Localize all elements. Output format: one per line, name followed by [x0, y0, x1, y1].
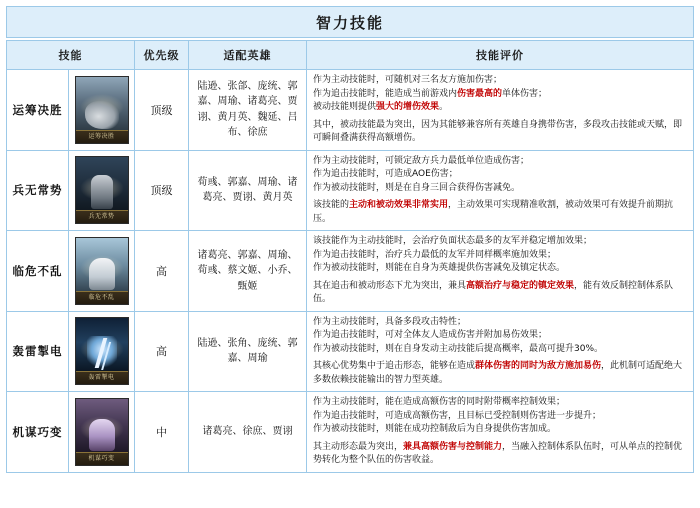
column-header-skill: 技能 [7, 41, 135, 70]
evaluation-line: 作为主动技能时，具备多段攻击特性； [313, 316, 467, 327]
card-label: 临危不乱 [76, 291, 128, 304]
highlight-text: 群体伤害的同时为敌方施加易伤 [475, 361, 602, 371]
skill-evaluation [307, 70, 694, 151]
skill-name: 兵无常势 [7, 150, 69, 231]
skill-card[interactable] [69, 392, 135, 473]
highlight-text: 伤害最高的 [457, 88, 503, 99]
card-figure [89, 419, 115, 451]
evaluation-line: 作为追击技能时，治疗兵力最低的友军并同样概率施加效果； [313, 249, 557, 260]
highlight-text: 主动和被动效果非常实用 [349, 200, 449, 210]
highlight-text: 兼具高额伤害与控制能力 [403, 441, 503, 452]
table-row [7, 311, 694, 392]
skill-evaluation [307, 392, 694, 473]
page-title [6, 6, 694, 38]
skill-card[interactable] [69, 70, 135, 151]
highlight-text: 高额治疗与稳定的镇定效果 [466, 280, 575, 291]
hero-list: 荀彧、郭嘉、周瑜、诸葛亮、贾诩、黄月英 [189, 150, 307, 231]
priority-badge: 中 [135, 392, 189, 473]
lightning-art-icon [75, 317, 129, 385]
evaluation-line: 作为被动技能时，则是在自身三回合获得伤害减免。 [313, 182, 521, 193]
evaluation-line: 作为被动技能时，则能在自身为英雄提供伤害减免及镇定状态。 [313, 263, 566, 273]
card-label: 兵无常势 [76, 210, 128, 223]
priority-badge: 顶级 [135, 150, 189, 231]
card-label: 机谋巧变 [76, 452, 128, 465]
hero-list: 诸葛亮、郭嘉、周瑜、荀彧、蔡文姬、小乔、甄姬 [189, 231, 307, 312]
card-figure [91, 175, 113, 209]
hero-list: 诸葛亮、徐庶、贾诩 [189, 392, 307, 473]
healer-art-icon [75, 237, 129, 305]
table-row [7, 392, 694, 473]
priority-badge: 高 [135, 311, 189, 392]
page-title-text: 智力技能 [315, 13, 384, 32]
evaluation-line: 作为被动技能时，则能在成功控制敌后为自身提供伤害加成。 [313, 424, 557, 434]
evaluation-line: 其在追击和被动形态下尤为突出，兼具高额治疗与稳定的镇定效果，能有效反制控制体系队伍。 [313, 280, 674, 304]
skill-name: 轰雷掣电 [7, 311, 69, 392]
skill-evaluation [307, 150, 694, 231]
evaluation-line: 作为追击技能时，可造成高额伤害，且目标已受控制则伤害进一步提升； [313, 410, 602, 421]
table-header-row [7, 41, 694, 70]
strategy-art-icon [75, 398, 129, 466]
card-figure [89, 258, 115, 290]
evaluation-line: 作为主动技能时，能在造成高额伤害的同时附带概率控制效果； [313, 397, 566, 407]
column-header-heroes: 适配英雄 [189, 41, 307, 70]
card-figure [85, 101, 119, 129]
table-body [7, 70, 694, 473]
hero-list: 陆逊、张郃、庞统、郭嘉、周瑜、诸葛亮、贾诩、黄月英、魏延、吕布、徐庶 [189, 70, 307, 151]
table-row [7, 150, 694, 231]
evaluation-line: 其中，被动技能最为突出，因为其能够兼容所有英雄自身携带伤害，多段攻击技能或天赋，即可瞬间叠满获得高额增伤。 [313, 119, 683, 143]
priority-badge: 顶级 [135, 70, 189, 151]
evaluation-line: 被动技能则提供强大的增伤效果。 [313, 102, 449, 112]
column-header-priority: 优先级 [135, 41, 189, 70]
evaluation-line: 该技能作为主动技能时，会治疗负面状态最多的友军并稳定增加效果； [313, 236, 593, 246]
table-row [7, 70, 694, 151]
infantry-art-icon [75, 156, 129, 224]
skill-card[interactable] [69, 311, 135, 392]
skills-table [6, 40, 694, 473]
card-label: 运筹决胜 [76, 130, 128, 143]
card-figure [87, 336, 117, 370]
table-row [7, 231, 694, 312]
evaluation-line: 其核心优势集中于追击形态，能够在造成群体伤害的同时为敌方施加易伤，此机制可适配绝大多数依赖技能输出的智力型英雄。 [313, 361, 683, 385]
skill-card[interactable] [69, 231, 135, 312]
skill-name: 临危不乱 [7, 231, 69, 312]
card-label: 轰雷掣电 [76, 371, 128, 384]
evaluation-line: 作为追击技能时，能造成当前游戏内伤害最高的单体伤害； [313, 88, 548, 99]
priority-badge: 高 [135, 231, 189, 312]
evaluation-line: 作为追击技能时，可造成AOE伤害； [313, 169, 458, 179]
evaluation-line: 该技能的主动和被动效果非常实用，主动效果可实现精准收割，被动效果可有效提升前期抗压。 [313, 200, 674, 224]
evaluation-line: 作为被动技能时，则在自身发动主动技能后提高概率，最高可提升30%。 [313, 343, 604, 354]
skill-name: 机谋巧变 [7, 392, 69, 473]
evaluation-line: 作为主动技能时，可锁定敌方兵力最低单位造成伤害； [313, 155, 530, 166]
cavalry-art-icon [75, 76, 129, 144]
hero-list: 陆逊、张角、庞统、郭嘉、周瑜 [189, 311, 307, 392]
column-header-evaluation: 技能评价 [307, 41, 694, 70]
evaluation-line: 其主动形态最为突出，兼具高额伤害与控制能力，当融入控制体系队伍时，可从单点的控制优势转化为整个队伍的伤害收益。 [313, 441, 683, 465]
skill-card[interactable] [69, 150, 135, 231]
skill-evaluation [307, 231, 694, 312]
skill-evaluation [307, 311, 694, 392]
highlight-text: 强大的增伤效果 [376, 102, 440, 112]
skill-name: 运筹决胜 [7, 70, 69, 151]
evaluation-line: 作为追击技能时，可对全体友人造成伤害并附加易伤效果； [313, 330, 548, 340]
evaluation-line: 作为主动技能时，可随机对三名友方施加伤害； [313, 75, 503, 85]
